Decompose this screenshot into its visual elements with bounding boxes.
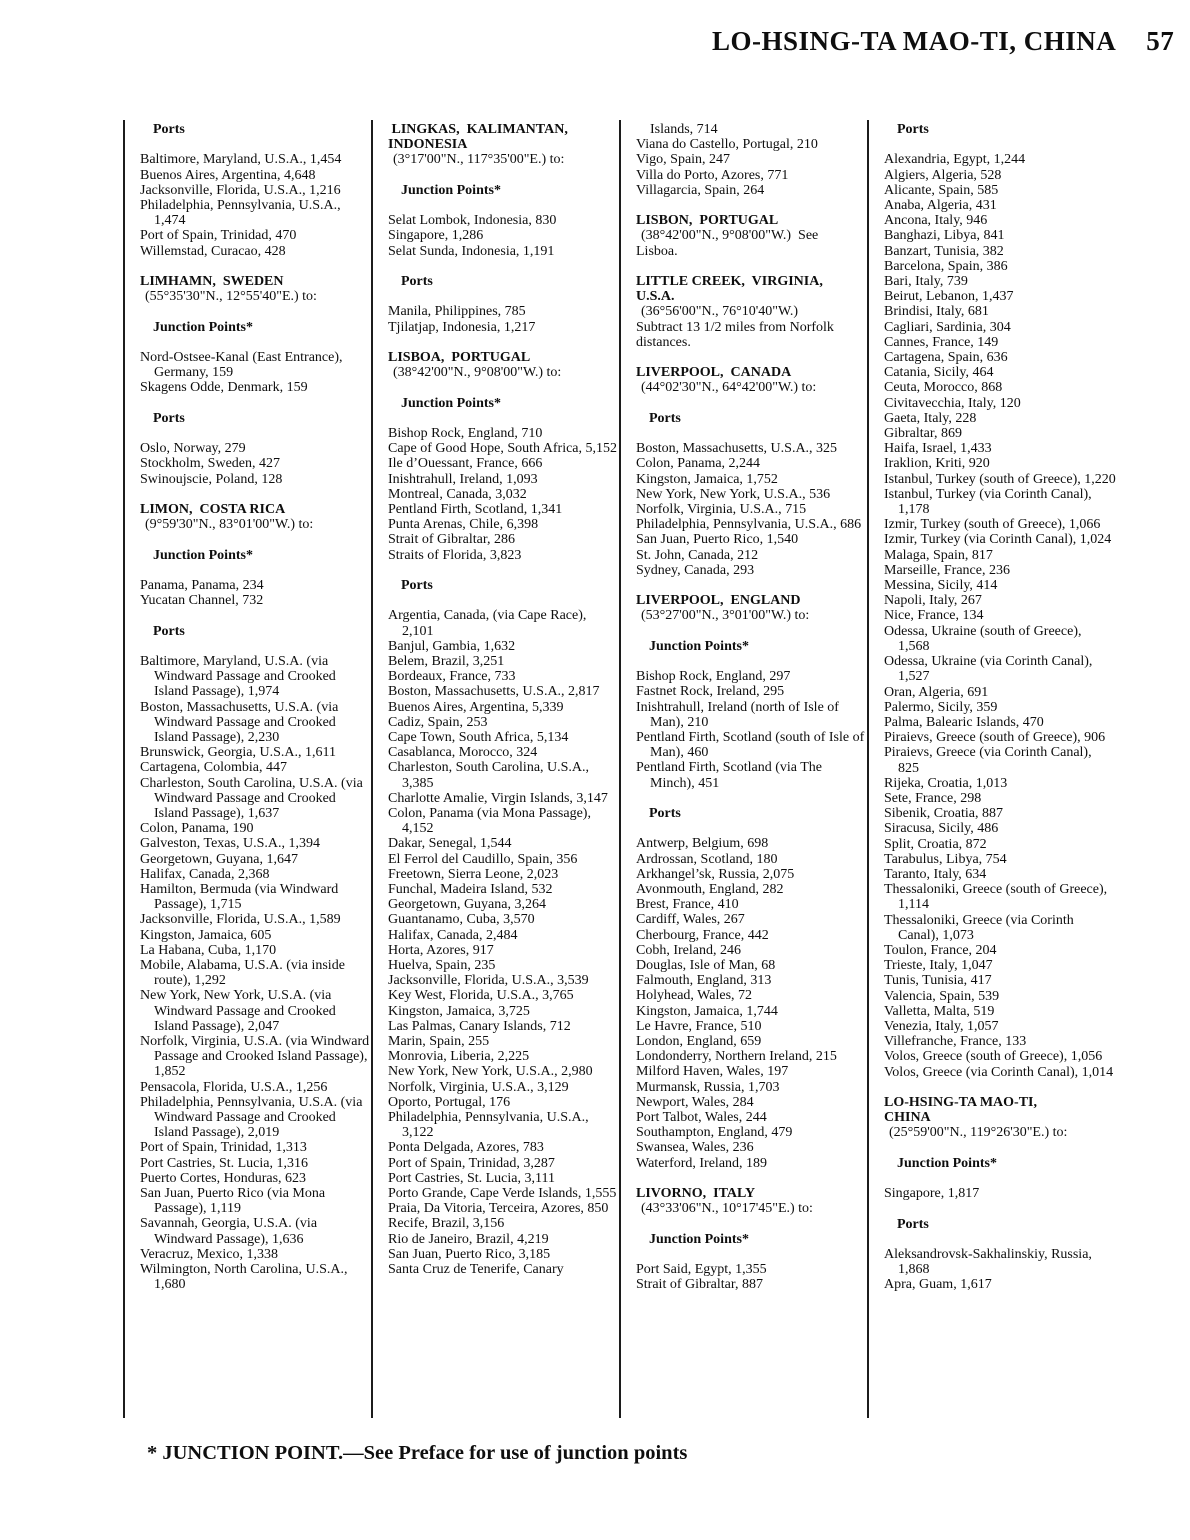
- port-name-line: LITTLE CREEK, VIRGINIA,: [636, 274, 823, 289]
- port-heading: [636, 213, 868, 259]
- distance-entry: Inishtrahull, Ireland (north of Isle of Man), 210: [636, 699, 839, 730]
- distance-entry: Palma, Balearic Islands, 470: [884, 714, 1044, 730]
- distance-entry: Las Palmas, Canary Islands, 712: [388, 1018, 571, 1034]
- coordinates-line: (3°17'00"N., 117°35'00"E.) to:: [393, 152, 565, 168]
- distance-entry: Straits of Florida, 3,823: [388, 547, 522, 563]
- distance-entry: Philadelphia, Pennsylvania, U.S.A., 686: [636, 517, 862, 533]
- section-subheading: Ports: [153, 122, 185, 137]
- coordinates-line: (55°35'30"N., 12°55'40"E.) to:: [145, 289, 317, 305]
- distance-entry: London, England, 659: [636, 1034, 762, 1050]
- distance-entry: Ardrossan, Scotland, 180: [636, 851, 778, 867]
- distance-entry: Bishop Rock, England, 297: [636, 669, 791, 685]
- distance-entry: Volos, Greece (via Corinth Canal), 1,014: [884, 1064, 1114, 1080]
- coordinates-line: (9°59'30"N., 83°01'00"W.) to:: [145, 517, 314, 533]
- distance-entry: Wilmington, North Carolina, U.S.A., 1,680: [140, 1262, 348, 1293]
- distance-entry: Algiers, Algeria, 528: [884, 167, 1002, 183]
- heading-note-line: Lisboa.: [636, 243, 678, 259]
- distance-entry: Inishtrahull, Ireland, 1,093: [388, 471, 538, 487]
- section-subheading: Ports: [649, 806, 681, 821]
- distance-entry: Malaga, Spain, 817: [884, 547, 993, 563]
- distance-entry: Douglas, Isle of Man, 68: [636, 958, 776, 974]
- distance-entry: Palermo, Sicily, 359: [884, 699, 998, 715]
- distance-entry: Pensacola, Florida, U.S.A., 1,256: [140, 1079, 328, 1095]
- distance-entry: Izmir, Turkey (south of Greece), 1,066: [884, 517, 1101, 533]
- distance-entry: Thessaloniki, Greece (south of Greece), 1,114: [884, 882, 1108, 913]
- distance-entry: Ponta Delgada, Azores, 783: [388, 1140, 544, 1156]
- distance-entry: Volos, Greece (south of Greece), 1,056: [884, 1049, 1103, 1065]
- distance-entry: Cobh, Ireland, 246: [636, 942, 741, 958]
- coordinates-line: (36°56'00"N., 76°10'40"W.): [641, 304, 799, 320]
- distance-entry: Taranto, Italy, 634: [884, 866, 987, 882]
- distance-entry: Murmansk, Russia, 1,703: [636, 1079, 780, 1095]
- section-subheading: Junction Points*: [401, 182, 501, 198]
- section-subheading: Junction Points*: [153, 319, 253, 335]
- continuation-line: Islands, 714: [650, 122, 718, 137]
- port-heading: [884, 1095, 1116, 1141]
- distance-entry: San Juan, Puerto Rico, 3,185: [388, 1246, 551, 1262]
- distance-entry: Hamilton, Bermuda (via Windward Passage), 1,715: [140, 881, 339, 913]
- section-subheading: Junction Points*: [153, 547, 253, 563]
- distance-entry: Port of Spain, Trinidad, 470: [140, 228, 297, 244]
- section-subheading: Ports: [401, 577, 433, 593]
- distance-entry: Marseille, France, 236: [884, 562, 1010, 578]
- distance-entry: Praia, Da Vitoria, Terceira, Azores, 850: [388, 1201, 609, 1217]
- distance-entry: Messina, Sicily, 414: [884, 578, 998, 594]
- column-rule-1: [123, 120, 125, 1418]
- distance-entry: Swansea, Wales, 236: [636, 1140, 754, 1156]
- coordinates-line: (44°02'30"N., 64°42'00"W.) to:: [641, 380, 817, 396]
- distance-entry: Split, Croatia, 872: [884, 836, 987, 852]
- distance-entry: Puerto Cortes, Honduras, 623: [140, 1170, 307, 1186]
- distance-entry: Norfolk, Virginia, U.S.A., 715: [636, 502, 807, 517]
- distance-entry: Veracruz, Mexico, 1,338: [140, 1246, 279, 1262]
- distance-entry: El Ferrol del Caudillo, Spain, 356: [388, 851, 578, 867]
- footnote: * JUNCTION POINT.—See Preface for use of junction points: [147, 1442, 688, 1464]
- distance-entry: Piraievs, Greece (south of Greece), 906: [884, 730, 1106, 746]
- distance-entry: Haifa, Israel, 1,433: [884, 441, 992, 457]
- section-subheading: Junction Points*: [897, 1155, 997, 1171]
- distance-entry: Cherbourg, France, 442: [636, 927, 769, 943]
- distance-entry: Banghazi, Libya, 841: [884, 228, 1005, 244]
- distance-entry: Georgetown, Guyana, 1,647: [140, 851, 298, 867]
- distance-entry: Odessa, Ukraine (via Corinth Canal), 1,527: [884, 654, 1093, 685]
- distance-entry: Villa do Porto, Azores, 771: [636, 167, 789, 183]
- distance-entry: Thessaloniki, Greece (via Corinth Canal), 1,073: [884, 912, 1074, 943]
- distance-entry: Kingston, Jamaica, 1,744: [636, 1003, 778, 1019]
- distance-entry: Kingston, Jamaica, 605: [140, 927, 272, 943]
- port-heading: [636, 1186, 868, 1216]
- distance-entry: Boston, Massachusetts, U.S.A. (via Windward Passage and Crooked Island Passage), 2,230: [140, 699, 339, 745]
- distance-entry: Odessa, Ukraine (south of Greece), 1,568: [884, 623, 1082, 654]
- distance-entry: Catania, Sicily, 464: [884, 365, 994, 381]
- section-subheading: Junction Points*: [649, 638, 749, 654]
- distance-entry: Piraievs, Greece (via Corinth Canal), 825: [884, 745, 1092, 776]
- distance-entry: Beirut, Lebanon, 1,437: [884, 289, 1014, 305]
- coordinates-line: (25°59'00"N., 119°26'30"E.) to:: [889, 1125, 1068, 1141]
- distance-entry: Tarabulus, Libya, 754: [884, 851, 1007, 867]
- distance-entry: Punta Arenas, Chile, 6,398: [388, 517, 539, 533]
- distance-entry: Kingston, Jamaica, 3,725: [388, 1003, 530, 1019]
- column-1: [140, 122, 372, 1292]
- port-name-line: LISBON, PORTUGAL: [636, 213, 779, 229]
- distance-entry: Santa Cruz de Tenerife, Canary: [388, 1262, 564, 1278]
- distance-entry: Philadelphia, Pennsylvania, U.S.A., 1,474: [140, 198, 341, 229]
- distance-entry: Strait of Gibraltar, 286: [388, 532, 515, 548]
- distance-entry: Singapore, 1,286: [388, 228, 484, 244]
- distance-entry: Toulon, France, 204: [884, 942, 997, 958]
- distance-entry: Port Castries, St. Lucia, 3,111: [388, 1170, 555, 1186]
- distance-entry: Ancona, Italy, 946: [884, 213, 988, 229]
- distance-entry: Baltimore, Maryland, U.S.A., 1,454: [140, 152, 342, 168]
- distance-entry: Valletta, Malta, 519: [884, 1003, 995, 1019]
- distance-entry: San Juan, Puerto Rico (via Mona Passage), 1,119: [140, 1186, 326, 1217]
- distance-entry: Venezia, Italy, 1,057: [884, 1018, 999, 1034]
- distance-entry: Bishop Rock, England, 710: [388, 425, 543, 441]
- distance-entry: Istanbul, Turkey (via Corinth Canal), 1,178: [884, 486, 1092, 518]
- distance-entry: Horta, Azores, 917: [388, 942, 494, 958]
- distance-entry: San Juan, Puerto Rico, 1,540: [636, 532, 799, 548]
- distance-entry: Port Castries, St. Lucia, 1,316: [140, 1155, 308, 1171]
- distance-entry: Le Havre, France, 510: [636, 1018, 762, 1034]
- distance-entry: New York, New York, U.S.A., 2,980: [388, 1064, 593, 1080]
- distance-entry: Cartagena, Colombia, 447: [140, 760, 287, 776]
- column-3: [636, 122, 868, 1292]
- distance-entry: Newport, Wales, 284: [636, 1094, 754, 1110]
- section-subheading: Ports: [153, 410, 185, 426]
- distance-entry: Jacksonville, Florida, U.S.A., 3,539: [388, 973, 589, 989]
- port-heading: [388, 350, 620, 380]
- heading-note-line: Subtract 13 1/2 miles from Norfolk: [636, 319, 834, 335]
- distance-entry: Galveston, Texas, U.S.A., 1,394: [140, 836, 320, 852]
- distance-entry: Charleston, South Carolina, U.S.A., 3,385: [388, 760, 590, 791]
- distance-entry: Philadelphia, Pennsylvania, U.S.A., 3,122: [388, 1110, 589, 1141]
- port-name-line: LIMON, COSTA RICA: [140, 501, 286, 517]
- distance-entry: Halifax, Canada, 2,368: [140, 866, 270, 882]
- distance-entry: Cape of Good Hope, South Africa, 5,152: [388, 441, 618, 457]
- distance-entry: Port Talbot, Wales, 244: [636, 1110, 767, 1126]
- port-name-line: LINGKAS, KALIMANTAN,: [388, 122, 568, 137]
- distance-entry: Anaba, Algeria, 431: [884, 198, 997, 213]
- distance-entry: Kingston, Jamaica, 1,752: [636, 471, 778, 487]
- distance-entry: Vigo, Spain, 247: [636, 152, 731, 168]
- distance-entry: Freetown, Sierra Leone, 2,023: [388, 866, 559, 882]
- section-subheading: Junction Points*: [649, 1231, 749, 1247]
- port-name-line: U.S.A.: [636, 289, 675, 305]
- port-name-line: LIVERPOOL, CANADA: [636, 365, 792, 381]
- distance-entry: Montreal, Canada, 3,032: [388, 486, 527, 502]
- distance-entry: Jacksonville, Florida, U.S.A., 1,589: [140, 912, 341, 928]
- distance-entry: New York, New York, U.S.A. (via Windward Passage and Crooked Island Passage), 2,047: [140, 988, 336, 1034]
- distance-entry: Colon, Panama (via Mona Passage), 4,152: [388, 806, 591, 837]
- distance-entry: Banjul, Gambia, 1,632: [388, 638, 516, 654]
- distance-entry: Bordeaux, France, 733: [388, 669, 516, 685]
- distance-entry: Falmouth, England, 313: [636, 973, 772, 989]
- distance-entry: Yucatan Channel, 732: [140, 593, 264, 609]
- port-name-line: INDONESIA: [388, 137, 468, 153]
- distance-entry: Antwerp, Belgium, 698: [636, 836, 769, 852]
- distance-entry: Boston, Massachusetts, U.S.A., 2,817: [388, 684, 600, 700]
- distance-entry: Nice, France, 134: [884, 608, 984, 624]
- distance-entry: Skagens Odde, Denmark, 159: [140, 380, 308, 396]
- coordinates-line: (43°33'06"N., 10°17'45"E.) to:: [641, 1201, 813, 1217]
- distance-entry: Colon, Panama, 190: [140, 821, 254, 837]
- distance-entry: Rio de Janeiro, Brazil, 4,219: [388, 1231, 549, 1247]
- distance-entry: Viana do Castello, Portugal, 210: [636, 137, 818, 153]
- distance-entry: St. John, Canada, 212: [636, 547, 759, 563]
- port-heading: [636, 593, 868, 623]
- distance-entry: Marin, Spain, 255: [388, 1034, 490, 1050]
- distance-entry: Istanbul, Turkey (south of Greece), 1,220: [884, 471, 1116, 487]
- distance-entry: Strait of Gibraltar, 887: [636, 1277, 763, 1293]
- distance-entry: Boston, Massachusetts, U.S.A., 325: [636, 441, 838, 457]
- distance-entry: Villagarcia, Spain, 264: [636, 182, 765, 198]
- distance-entry: Napoli, Italy, 267: [884, 593, 982, 609]
- section-subheading: Ports: [401, 273, 433, 289]
- distance-entry: Cagliari, Sardinia, 304: [884, 319, 1011, 335]
- distance-entry: Gibraltar, 869: [884, 426, 962, 442]
- distance-entry: Savannah, Georgia, U.S.A. (via Windward Passage), 1,636: [140, 1216, 318, 1247]
- page-number: 57: [1146, 26, 1175, 56]
- distance-entry: Ile d’Ouessant, France, 666: [388, 456, 543, 472]
- section-subheading: Ports: [153, 623, 185, 639]
- port-name-line: CHINA: [884, 1110, 931, 1126]
- distance-entry: Singapore, 1,817: [884, 1186, 980, 1202]
- port-name-line: LO-HSING-TA MAO-TI,: [884, 1094, 1037, 1110]
- port-name-line: LIMHAMN, SWEDEN: [140, 274, 284, 289]
- distance-entry: Port of Spain, Trinidad, 3,287: [388, 1155, 555, 1171]
- distance-entry: Panama, Panama, 234: [140, 577, 264, 593]
- distance-entry: Cardiff, Wales, 267: [636, 912, 745, 928]
- port-name-line: LIVORNO, ITALY: [636, 1186, 756, 1202]
- distance-entry: Nord-Ostsee-Kanal (East Entrance), Germany, 159: [140, 349, 343, 381]
- distance-entry: Sibenik, Croatia, 887: [884, 806, 1003, 822]
- distance-entry: Port Said, Egypt, 1,355: [636, 1262, 767, 1278]
- distance-entry: Ceuta, Morocco, 868: [884, 380, 1003, 396]
- port-heading: [140, 274, 372, 304]
- distance-entry: Norfolk, Virginia, U.S.A. (via Windward Passage and Crooked Island Passage), 1,852: [140, 1034, 370, 1080]
- distance-entry: Buenos Aires, Argentina, 5,339: [388, 699, 564, 715]
- section-subheading: Junction Points*: [401, 395, 501, 411]
- distance-entry: Alexandria, Egypt, 1,244: [884, 152, 1026, 168]
- distance-entry: Iraklion, Kriti, 920: [884, 456, 990, 472]
- distance-entry: Apra, Guam, 1,617: [884, 1277, 992, 1293]
- port-heading: [388, 122, 620, 168]
- coordinates-line: (53°27'00"N., 3°01'00"W.) to:: [641, 608, 810, 624]
- column-4: [884, 122, 1116, 1293]
- port-heading: [140, 502, 372, 532]
- distance-entry: Huelva, Spain, 235: [388, 958, 496, 974]
- distance-entry: Southampton, England, 479: [636, 1125, 793, 1141]
- distance-entry: Barcelona, Spain, 386: [884, 258, 1008, 274]
- distance-entry: Waterford, Ireland, 189: [636, 1155, 768, 1171]
- distance-entry: Recife, Brazil, 3,156: [388, 1216, 505, 1232]
- distance-entry: Norfolk, Virginia, U.S.A., 3,129: [388, 1079, 569, 1095]
- distance-entry: Monrovia, Liberia, 2,225: [388, 1049, 530, 1065]
- coordinates-line: (38°42'00"N., 9°08'00"W.) See: [641, 228, 819, 244]
- distance-entry: Valencia, Spain, 539: [884, 988, 1000, 1004]
- distance-entry: Jacksonville, Florida, U.S.A., 1,216: [140, 182, 341, 198]
- column-2: [388, 122, 620, 1277]
- distance-entry: Buenos Aires, Argentina, 4,648: [140, 167, 316, 183]
- distance-entry: Gaeta, Italy, 228: [884, 410, 977, 426]
- distance-entry: Cape Town, South Africa, 5,134: [388, 729, 569, 745]
- distance-entry: Dakar, Senegal, 1,544: [388, 836, 512, 852]
- distance-entry: Cartagena, Spain, 636: [884, 350, 1008, 366]
- port-heading: [636, 365, 868, 395]
- distance-entry: Charlotte Amalie, Virgin Islands, 3,147: [388, 790, 608, 806]
- distance-entry: Guantanamo, Cuba, 3,570: [388, 912, 535, 928]
- distance-entry: Philadelphia, Pennsylvania, U.S.A. (via Windward Passage and Crooked Island Passage), 2,019: [140, 1094, 363, 1141]
- distance-entry: Tjilatjap, Indonesia, 1,217: [388, 319, 536, 335]
- port-heading: [636, 274, 868, 350]
- distance-entry: Tunis, Tunisia, 417: [884, 973, 992, 989]
- distance-entry: Holyhead, Wales, 72: [636, 988, 753, 1004]
- distance-entry: New York, New York, U.S.A., 536: [636, 486, 831, 502]
- distance-entry: Colon, Panama, 2,244: [636, 456, 761, 472]
- distance-entry: Oporto, Portugal, 176: [388, 1094, 511, 1110]
- port-name-line: LISBOA, PORTUGAL: [388, 349, 531, 365]
- distance-entry: Alicante, Spain, 585: [884, 182, 999, 198]
- distance-entry: Oran, Algeria, 691: [884, 684, 989, 700]
- distance-entry: Key West, Florida, U.S.A., 3,765: [388, 988, 574, 1004]
- distance-entry: Aleksandrovsk-Sakhalinskiy, Russia, 1,868: [884, 1246, 1092, 1278]
- distance-entry: Bari, Italy, 739: [884, 274, 968, 290]
- section-subheading: Ports: [897, 1216, 929, 1232]
- distance-entry: Brest, France, 410: [636, 897, 739, 913]
- coordinates-line: (38°42'00"N., 9°08'00"W.) to:: [393, 365, 562, 381]
- distance-entry: Arkhangel’sk, Russia, 2,075: [636, 866, 795, 882]
- distance-entry: Stockholm, Sweden, 427: [140, 456, 280, 472]
- distance-entry: Londonderry, Northern Ireland, 215: [636, 1049, 837, 1065]
- distance-entry: Brunswick, Georgia, U.S.A., 1,611: [140, 745, 336, 761]
- distance-entry: Siracusa, Sicily, 486: [884, 821, 999, 837]
- distance-entry: Pentland Firth, Scotland (south of Isle of Man), 460: [636, 730, 865, 761]
- page-header: [712, 26, 1174, 56]
- distance-entry: Selat Lombok, Indonesia, 830: [388, 213, 557, 229]
- distance-entry: Porto Grande, Cape Verde Islands, 1,555: [388, 1186, 617, 1202]
- distance-entry: Brindisi, Italy, 681: [884, 304, 989, 320]
- distance-entry: Sydney, Canada, 293: [636, 562, 755, 578]
- distance-entry: Casablanca, Morocco, 324: [388, 745, 538, 761]
- distance-entry: Banzart, Tunisia, 382: [884, 243, 1004, 259]
- distance-entry: Charleston, South Carolina, U.S.A. (via Windward Passage and Crooked Island Passage), 1,637: [140, 775, 363, 821]
- distance-entry: Belem, Brazil, 3,251: [388, 653, 505, 669]
- distance-entry: Izmir, Turkey (via Corinth Canal), 1,024: [884, 532, 1112, 548]
- distance-entry: Oslo, Norway, 279: [140, 441, 246, 457]
- distance-entry: Georgetown, Guyana, 3,264: [388, 897, 546, 913]
- heading-note-line: distances.: [636, 334, 691, 350]
- distance-entry: Avonmouth, England, 282: [636, 882, 784, 897]
- distance-entry: Willemstad, Curacao, 428: [140, 243, 286, 259]
- section-subheading: Ports: [649, 410, 681, 426]
- distance-entry: Rijeka, Croatia, 1,013: [884, 775, 1008, 791]
- distance-entry: Funchal, Madeira Island, 532: [388, 882, 553, 898]
- distance-entry: Baltimore, Maryland, U.S.A. (via Windward Passage and Crooked Island Passage), 1,974: [140, 653, 336, 700]
- distance-entry: Cannes, France, 149: [884, 334, 999, 350]
- distance-entry: Pentland Firth, Scotland, 1,341: [388, 501, 563, 517]
- distance-entry: Milford Haven, Wales, 197: [636, 1064, 789, 1080]
- port-name-line: LIVERPOOL, ENGLAND: [636, 593, 801, 609]
- section-subheading: Ports: [897, 122, 929, 137]
- distance-entry: Civitavecchia, Italy, 120: [884, 395, 1021, 411]
- distance-entry: Manila, Philippines, 785: [388, 304, 526, 320]
- distance-entry: Trieste, Italy, 1,047: [884, 958, 993, 974]
- distance-entry: La Habana, Cuba, 1,170: [140, 942, 277, 958]
- distance-entry: Sete, France, 298: [884, 790, 982, 806]
- distance-entry: Pentland Firth, Scotland (via The Minch), 451: [636, 760, 822, 791]
- running-title: LO-HSING-TA MAO-TI, CHINA: [712, 26, 1117, 56]
- distance-entry: Cadiz, Spain, 253: [388, 714, 488, 730]
- distance-entry: Halifax, Canada, 2,484: [388, 927, 518, 943]
- distance-entry: Mobile, Alabama, U.S.A. (via inside route), 1,292: [140, 958, 345, 989]
- distance-entry: Villefranche, France, 133: [884, 1034, 1027, 1050]
- distance-entry: Fastnet Rock, Ireland, 295: [636, 684, 785, 700]
- distance-entry: Selat Sunda, Indonesia, 1,191: [388, 243, 555, 259]
- distance-entry: Argentia, Canada, (via Cape Race), 2,101: [388, 608, 587, 639]
- distance-entry: Port of Spain, Trinidad, 1,313: [140, 1140, 307, 1156]
- distance-entry: Swinoujscie, Poland, 128: [140, 471, 283, 487]
